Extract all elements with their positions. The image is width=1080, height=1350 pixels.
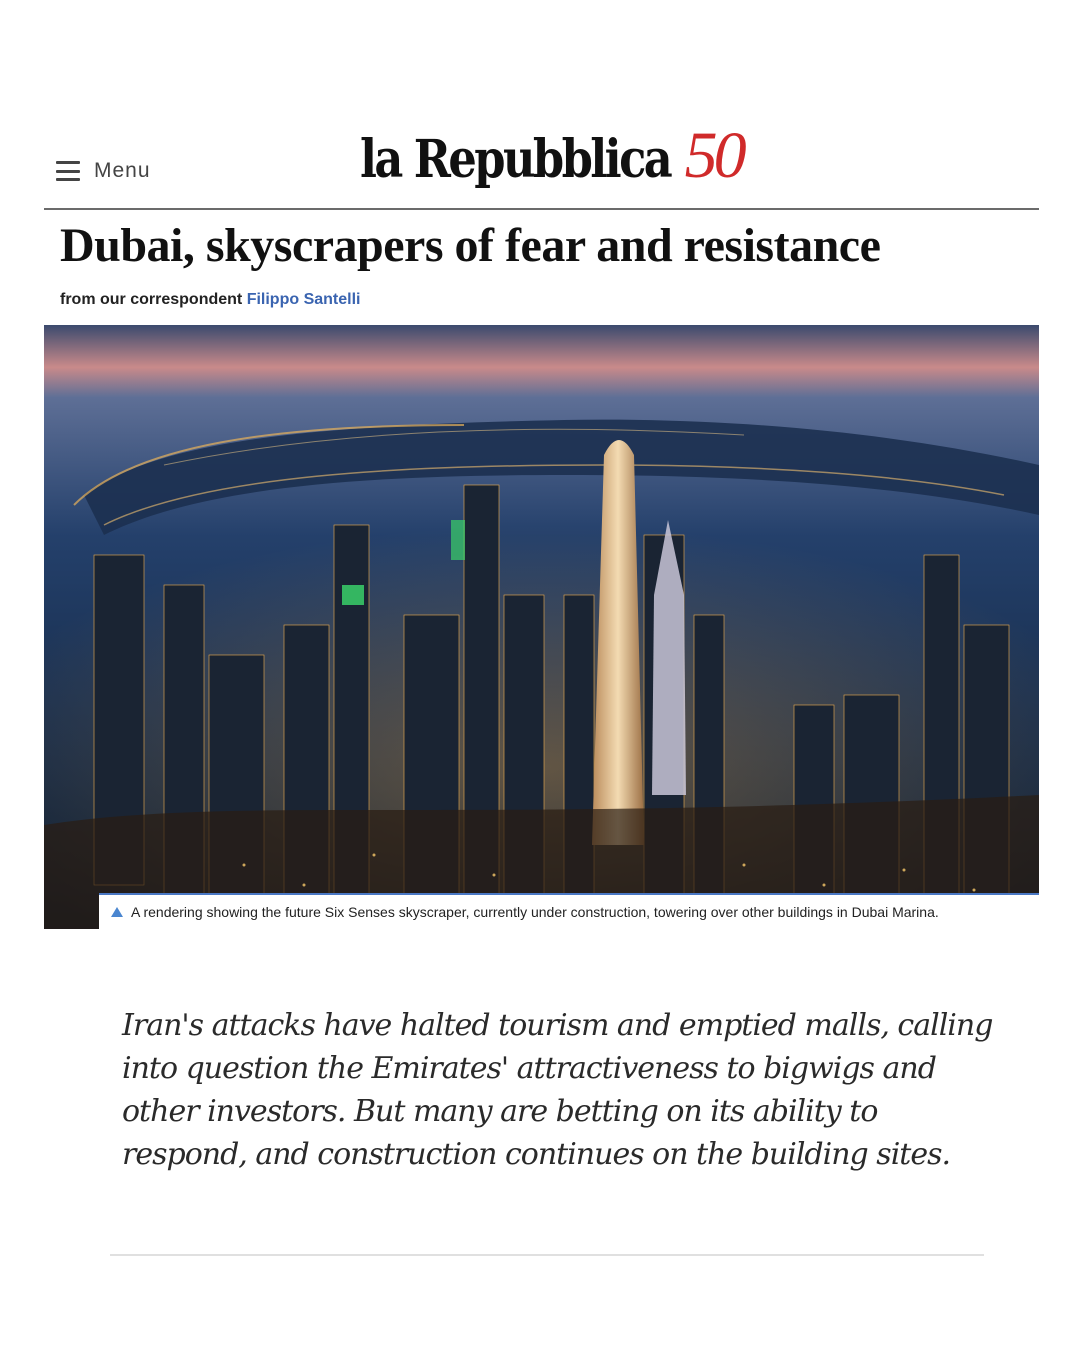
logo-anniversary-mark: 50 bbox=[684, 119, 743, 192]
triangle-up-icon bbox=[111, 907, 123, 917]
hamburger-icon bbox=[56, 161, 80, 181]
article-summary: Iran's attacks have halted tourism and emptied malls, calling into question the Emirates' attractiveness to bigwigs and other investors. But many are betting on its ability to respond, and construction continues on the building sites. bbox=[122, 1008, 993, 1172]
byline-prefix: from our correspondent bbox=[60, 291, 243, 308]
article-headline: Dubai, skyscrapers of fear and resistance bbox=[60, 219, 881, 272]
header-divider bbox=[44, 208, 1039, 210]
site-logo[interactable] bbox=[360, 118, 743, 198]
city-skyline-image bbox=[44, 325, 1039, 929]
article-photo bbox=[44, 325, 1039, 929]
author-link[interactable]: Filippo Santelli bbox=[246, 291, 361, 308]
logo-wordmark: la Repubblica bbox=[360, 129, 671, 190]
menu-button[interactable] bbox=[56, 156, 151, 186]
photo-caption bbox=[99, 893, 1039, 929]
byline bbox=[60, 291, 360, 309]
caption-text: A rendering showing the future Six Senses skyscraper, currently under construction, towering over other buildings in Dubai Marina. bbox=[131, 904, 939, 920]
summary-divider bbox=[110, 1254, 984, 1256]
menu-label: Menu bbox=[94, 159, 151, 182]
